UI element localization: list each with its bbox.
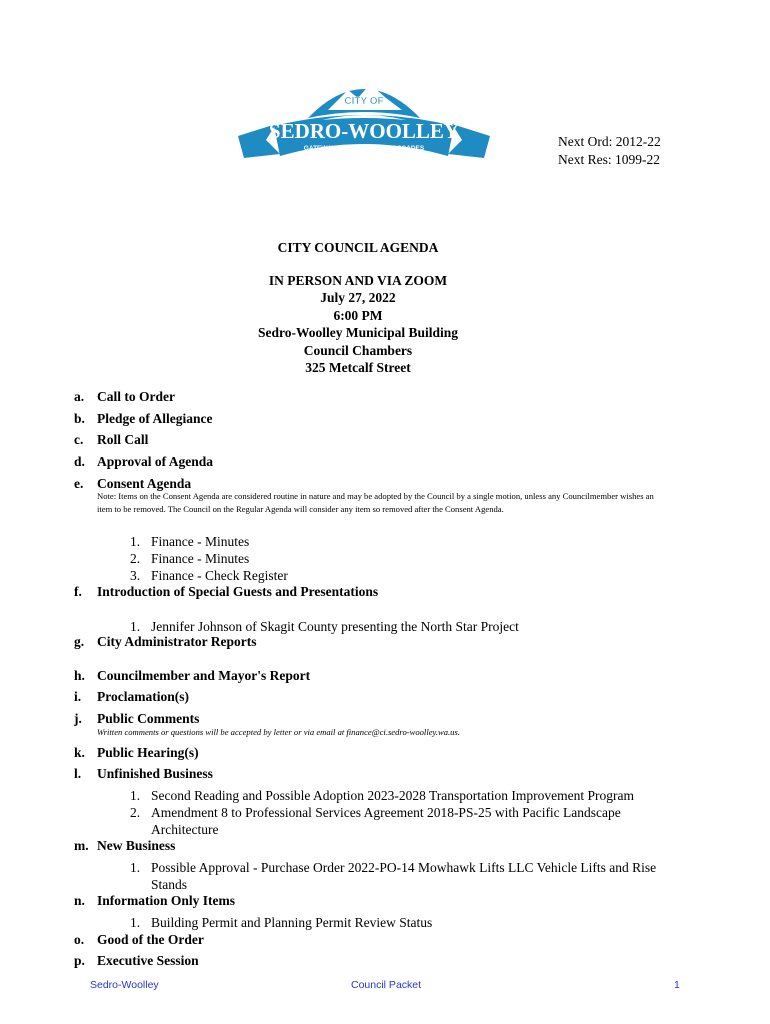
sub-item: 1. Building Permit and Planning Permit Review Status — [130, 915, 433, 930]
agenda-title: CITY COUNCIL AGENDA — [277, 240, 439, 255]
logo-city-of: CITY OF — [344, 96, 384, 107]
footer-left: Sedro-Woolley — [90, 979, 159, 991]
meeting-mode: IN PERSON AND VIA ZOOM — [268, 273, 448, 288]
sub-item: 2. Amendment 8 to Professional Services Agreement 2018-PS-25 with Pacific Landscape Architecture — [130, 805, 621, 837]
sub-item: 1. Second Reading and Possible Adoption 2023-2028 Transportation Improvement Program — [130, 788, 634, 803]
reference-numbers — [558, 133, 661, 169]
sub-item: 3. Finance - Check Register — [130, 568, 288, 583]
city-logo — [236, 68, 492, 190]
sub-item: 1. Finance - Minutes — [130, 534, 250, 549]
page-number: 1 — [674, 979, 680, 991]
meeting-address: 325 Metcalf Street — [305, 360, 411, 376]
next-res: Next Res: 1099-22 — [558, 152, 660, 167]
meeting-time: 6:00 PM — [333, 307, 383, 323]
meeting-building: Sedro-Woolley Municipal Building — [257, 325, 459, 341]
consent-note: Note: Items on the Consent Agenda are considered routine in nature and may be adopted by the Council by a single motion, unless any Councilmember wishes an item to be removed. The Council on the Regular Agenda will consider any item so removed after the Consent Agenda. — [97, 491, 654, 514]
sub-item: 2. Finance - Minutes — [130, 551, 250, 566]
logo-tagline: GATEWAY TO THE NORTH CASCADES — [303, 145, 425, 152]
sub-item: 1. Possible Approval - Purchase Order 2022-PO-14 Mowhawk Lifts LLC Vehicle Lifts and Rise Stands — [130, 860, 657, 892]
public-comments-note: Written comments or questions will be accepted by letter or via email at finance@ci.sedro-woolley.wa.us. — [97, 727, 460, 737]
next-ord: Next Ord: 2012-22 — [558, 134, 661, 149]
meeting-room: Council Chambers — [303, 342, 413, 358]
meeting-info — [0, 272, 716, 376]
footer-center: Council Packet — [351, 979, 422, 991]
logo-main-text: SEDRO-WOOLLEY — [268, 119, 460, 143]
meeting-date: July 27, 2022 — [320, 290, 396, 306]
sub-item: 1. Jennifer Johnson of Skagit County presenting the North Star Project — [130, 619, 519, 634]
